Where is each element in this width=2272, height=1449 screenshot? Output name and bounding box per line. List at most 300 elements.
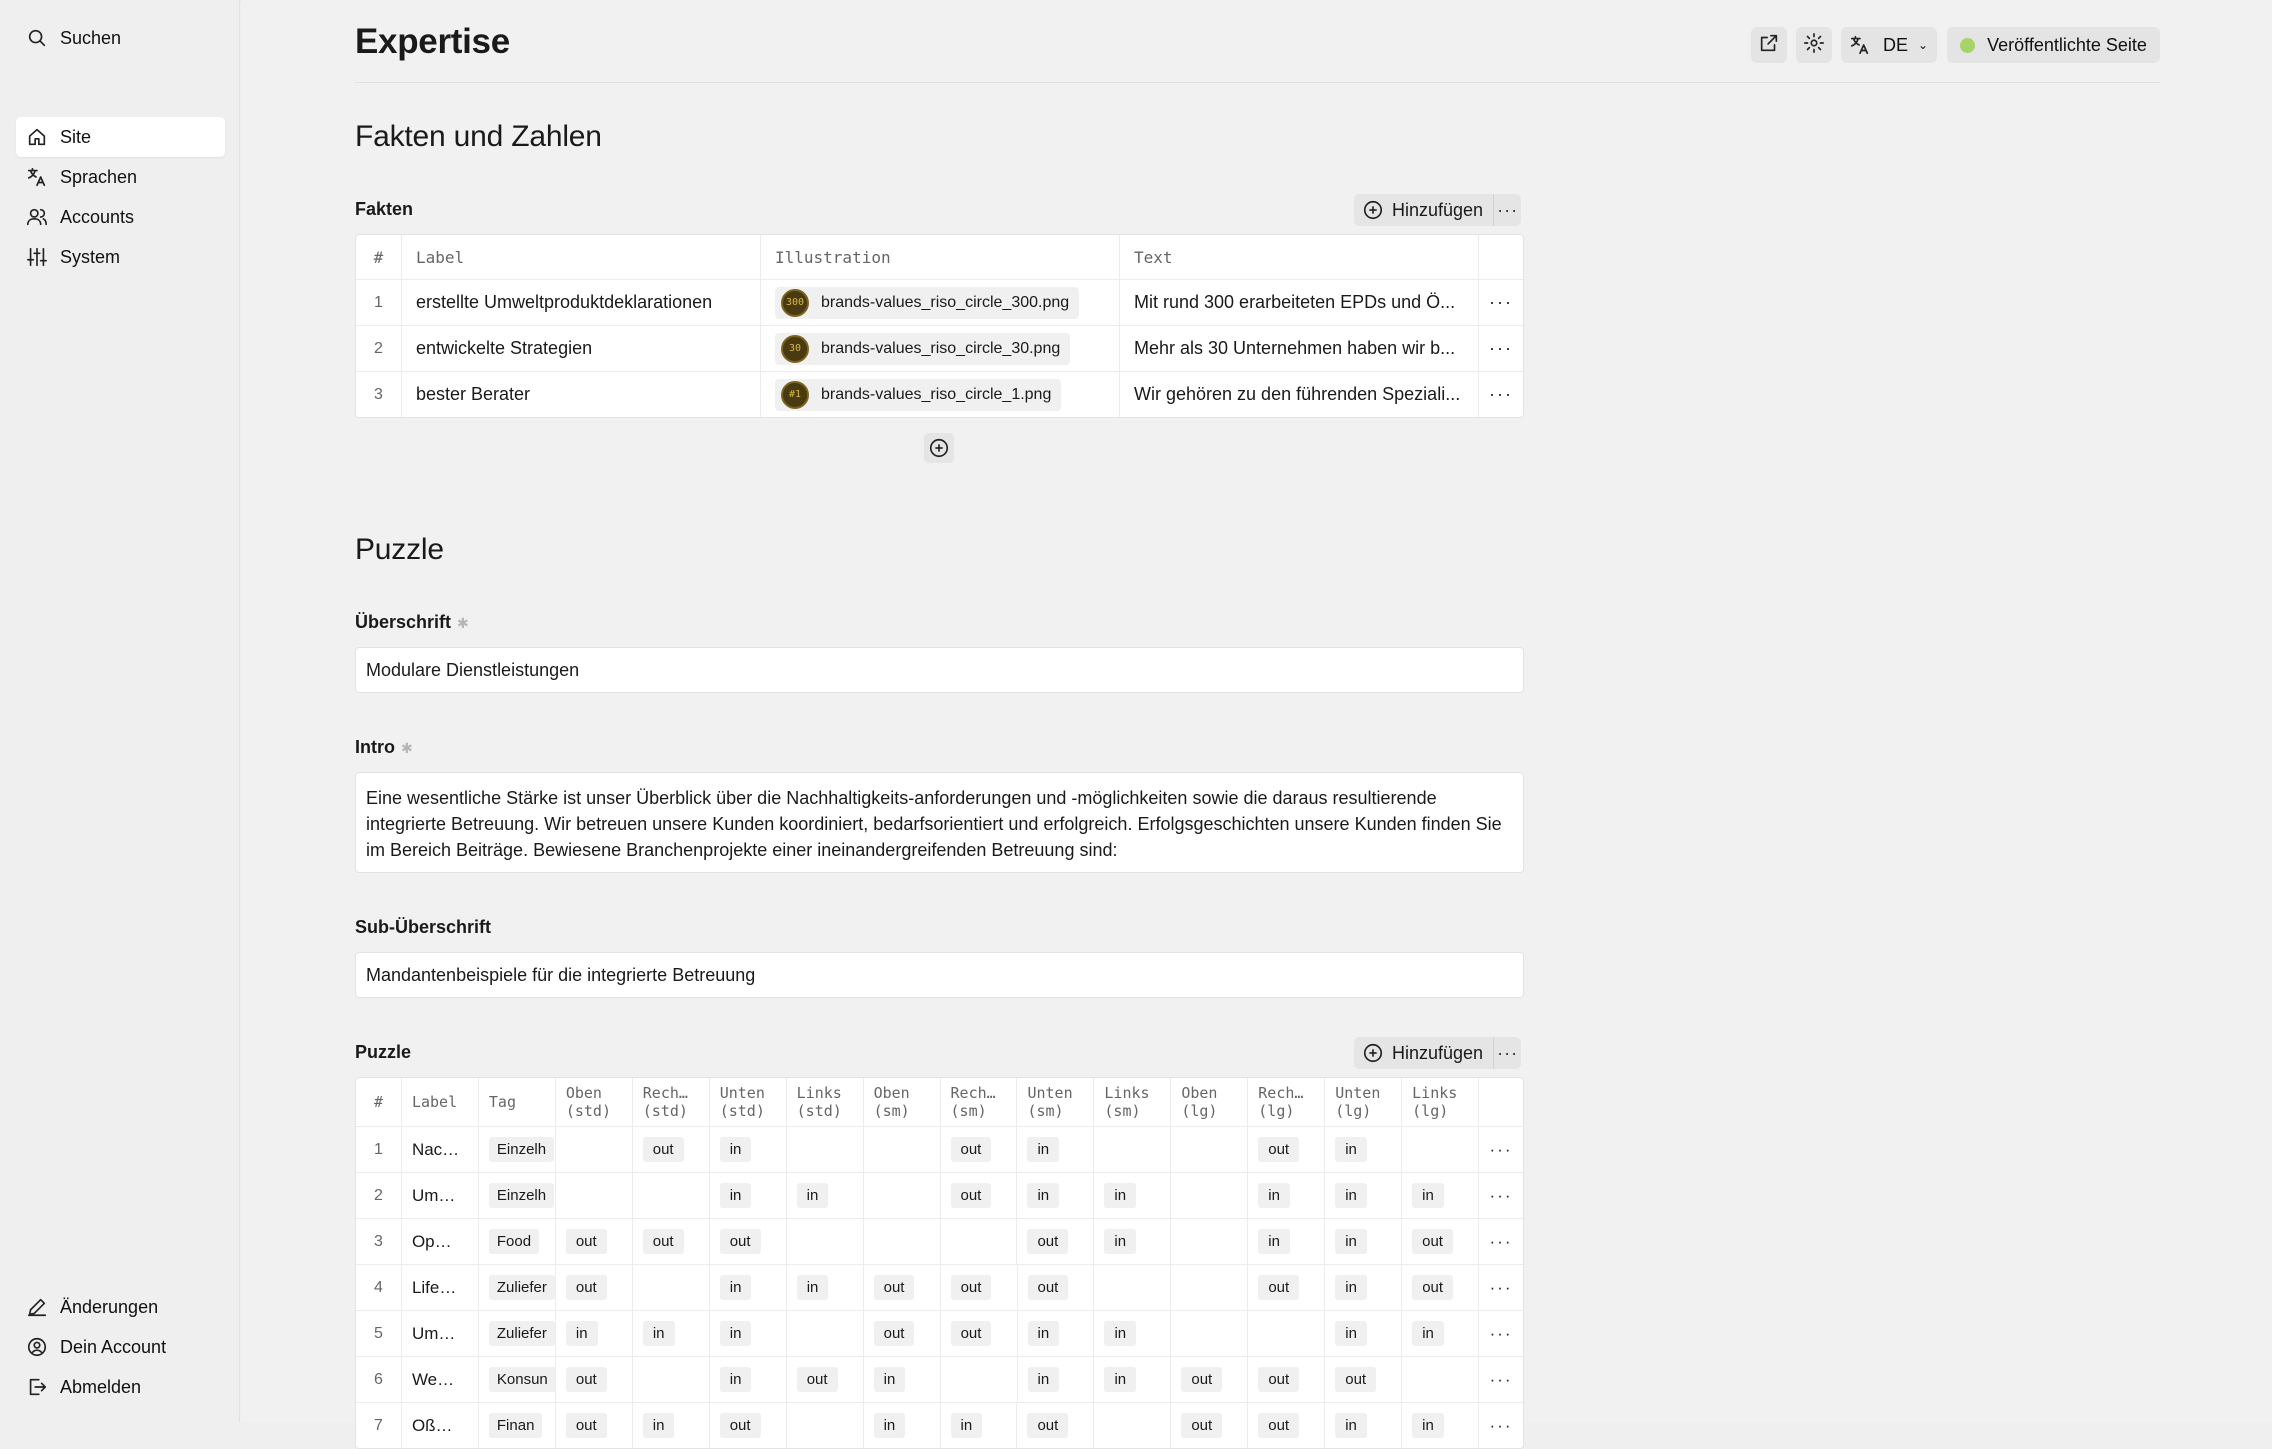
row-position-value	[863, 1403, 940, 1448]
col-header	[1247, 1078, 1324, 1126]
row-position-value	[1324, 1265, 1401, 1310]
col-header	[356, 1078, 401, 1126]
search-label: Suchen	[60, 27, 122, 48]
row-position-value	[1093, 1311, 1170, 1356]
col-header	[632, 1078, 709, 1126]
io-chip: out	[1412, 1275, 1453, 1300]
heading-field-label	[355, 612, 469, 633]
facts-add-button[interactable]	[1354, 194, 1493, 226]
more-icon: ···	[1489, 338, 1513, 358]
row-position-value	[1401, 1219, 1478, 1264]
row-position-value	[786, 1403, 863, 1448]
row-position-value	[1401, 1357, 1478, 1402]
col-header-line1: Links	[796, 1084, 842, 1102]
col-header	[1401, 1078, 1478, 1126]
io-chip: in	[1258, 1183, 1290, 1208]
more-icon: ···	[1489, 1231, 1513, 1251]
io-chip: in	[1027, 1183, 1059, 1208]
col-header-text	[951, 1084, 996, 1120]
row-position-value	[1324, 1219, 1401, 1264]
row-position-value	[555, 1265, 632, 1310]
search-icon	[26, 27, 48, 49]
row-num: 6	[374, 1370, 383, 1388]
col-header-text	[1335, 1084, 1380, 1120]
row-position-value	[632, 1357, 709, 1402]
col-header	[1016, 1078, 1093, 1126]
row-position-value	[1401, 1403, 1478, 1448]
row-position-value	[555, 1219, 632, 1264]
sliders-icon	[26, 246, 48, 268]
io-chip: in	[1104, 1321, 1136, 1346]
io-chip: out	[1181, 1413, 1222, 1438]
heading-input-value: Modulare Dienstleistungen	[366, 659, 580, 680]
tag-chip: Zuliefer	[489, 1275, 555, 1300]
row-text	[1119, 326, 1478, 371]
col-header-line1: Links	[1104, 1084, 1150, 1102]
io-chip: out	[1258, 1275, 1299, 1300]
table-row[interactable]	[356, 1356, 1523, 1402]
row-position-value	[940, 1357, 1017, 1402]
col-header	[786, 1078, 863, 1126]
io-chip: out	[643, 1229, 684, 1254]
sidebar-item-site[interactable]	[16, 117, 225, 157]
col-header-line1: Oben	[565, 1084, 602, 1102]
add-label: Hinzufügen	[1392, 199, 1484, 220]
row-position-value	[1401, 1311, 1478, 1356]
col-header-text	[874, 1084, 910, 1120]
row-position-value	[709, 1265, 786, 1310]
row-position-value	[1170, 1403, 1247, 1448]
io-chip: out	[1258, 1413, 1299, 1438]
col-header-line1: Rech…	[950, 1084, 996, 1102]
more-icon: ···	[1489, 1323, 1513, 1343]
row-position-value	[1017, 1311, 1094, 1356]
row-label: We…	[401, 1357, 478, 1402]
sidebar-item-account[interactable]	[16, 1327, 225, 1367]
io-chip: in	[720, 1275, 752, 1300]
table-header-row	[356, 235, 1523, 279]
table-row[interactable]	[356, 1172, 1523, 1218]
row-position-value	[1247, 1265, 1324, 1310]
col-header-text	[1412, 1084, 1457, 1120]
row-text	[1119, 280, 1478, 325]
heading-field-label-text: Überschrift	[355, 612, 452, 632]
intro-textarea[interactable]	[355, 772, 1524, 873]
row-position-value	[555, 1173, 632, 1218]
col-header-text	[643, 1084, 688, 1120]
io-chip: in	[1335, 1321, 1367, 1346]
col-header	[1324, 1078, 1401, 1126]
row-position-value	[940, 1403, 1017, 1448]
tag-chip: Konsun	[489, 1367, 556, 1392]
row-position-value	[555, 1403, 632, 1448]
facts-more-button[interactable]	[1493, 194, 1521, 226]
col-header-text	[412, 1093, 457, 1111]
more-icon: ···	[1489, 292, 1513, 312]
row-position-value	[1401, 1127, 1478, 1172]
row-text-value: Mehr als 30 Unternehmen haben wir b...	[1134, 338, 1456, 358]
io-chip: in	[1335, 1413, 1367, 1438]
image-filename: brands-values_riso_circle_30.png	[821, 339, 1061, 357]
col-header-num: #	[373, 247, 384, 267]
chevron-down-icon: ⌄	[1918, 38, 1929, 52]
row-position-value	[709, 1173, 786, 1218]
sidebar-item-logout[interactable]	[16, 1367, 225, 1407]
row-position-value	[1017, 1357, 1094, 1402]
io-chip: in	[797, 1275, 829, 1300]
row-position-value	[1324, 1403, 1401, 1448]
more-icon: ···	[1489, 1139, 1513, 1159]
row-position-value	[632, 1127, 709, 1172]
io-chip: in	[951, 1413, 983, 1438]
col-header-line1: Unten	[719, 1084, 765, 1102]
users-icon	[26, 206, 48, 228]
row-tag	[478, 1403, 555, 1448]
io-chip: in	[1412, 1321, 1444, 1346]
table-row[interactable]	[356, 325, 1523, 371]
row-label: Oß…	[401, 1403, 478, 1448]
table-row[interactable]	[356, 1126, 1523, 1172]
row-position-value	[863, 1173, 940, 1218]
image-filename: brands-values_riso_circle_300.png	[821, 293, 1070, 311]
plus-circle-icon	[1362, 199, 1384, 221]
row-position-value	[709, 1357, 786, 1402]
io-chip: in	[797, 1183, 829, 1208]
row-more-button[interactable]	[1478, 1403, 1523, 1448]
row-num: 3	[374, 385, 383, 403]
io-chip: in	[1335, 1183, 1367, 1208]
row-position-value	[940, 1127, 1017, 1172]
io-chip: in	[1258, 1229, 1290, 1254]
row-text	[1119, 372, 1478, 417]
translate-icon	[1849, 34, 1871, 56]
col-header-line1: Unten	[1027, 1084, 1073, 1102]
tag-chip: Zuliefer	[489, 1321, 555, 1346]
row-position-value	[1170, 1173, 1247, 1218]
col-header-text	[566, 1084, 611, 1120]
io-chip: in	[874, 1367, 906, 1392]
table-header-row	[356, 1078, 1523, 1126]
io-chip: in	[1412, 1413, 1444, 1438]
image-thumbnail: 300	[781, 289, 809, 317]
row-position-value	[863, 1311, 940, 1356]
row-position-value	[786, 1265, 863, 1310]
user-circle-icon	[26, 1336, 48, 1358]
row-label: Um…	[401, 1173, 478, 1218]
plus-circle-icon	[1362, 1042, 1384, 1064]
more-icon: ···	[1489, 384, 1513, 404]
row-position-value	[1093, 1403, 1170, 1448]
row-more-button[interactable]	[1478, 1219, 1523, 1264]
io-chip: out	[566, 1229, 607, 1254]
col-header	[1093, 1078, 1170, 1126]
row-position-value	[1017, 1265, 1094, 1310]
required-icon: ✱	[457, 615, 469, 631]
col-header-line2: (std)	[719, 1102, 765, 1120]
row-position-value	[940, 1219, 1017, 1264]
col-header-text	[720, 1084, 765, 1120]
row-position-value	[1170, 1357, 1247, 1402]
external-link-icon	[1758, 32, 1780, 59]
row-position-value	[555, 1127, 632, 1172]
io-chip: out	[643, 1137, 684, 1162]
row-position-value	[632, 1219, 709, 1264]
col-header-line2: (lg)	[1181, 1102, 1218, 1120]
publish-status-button[interactable]	[1947, 27, 2160, 63]
col-header-text	[1258, 1084, 1303, 1120]
tag-chip: Einzelh	[489, 1183, 554, 1208]
row-illustration	[760, 280, 1119, 325]
sidebar-item-label: Änderungen	[60, 1296, 159, 1317]
row-position-value	[1324, 1357, 1401, 1402]
facts-table	[355, 234, 1524, 418]
tag-chip: Food	[489, 1229, 539, 1254]
row-position-value	[1016, 1127, 1093, 1172]
image-chip[interactable]	[775, 379, 1061, 411]
plus-circle-icon	[928, 437, 950, 459]
row-more-button[interactable]	[1478, 372, 1523, 417]
col-header-actions	[1478, 235, 1523, 279]
row-position-value	[1247, 1357, 1324, 1402]
row-label: entwickelte Strategien	[401, 326, 760, 371]
row-position-value	[1093, 1265, 1170, 1310]
col-header	[555, 1078, 632, 1126]
io-chip: in	[1412, 1183, 1444, 1208]
io-chip: out	[874, 1321, 915, 1346]
table-row[interactable]	[356, 1402, 1523, 1448]
row-tag	[478, 1219, 555, 1264]
row-more-button[interactable]	[1478, 1357, 1523, 1402]
io-chip: in	[720, 1321, 752, 1346]
io-chip: in	[643, 1413, 675, 1438]
image-chip[interactable]	[775, 287, 1079, 319]
row-num: 4	[374, 1278, 383, 1296]
row-num: 7	[374, 1416, 383, 1434]
io-chip: out	[1258, 1367, 1299, 1392]
open-external-button[interactable]	[1751, 27, 1787, 63]
col-header-text	[1027, 1084, 1072, 1120]
puzzle-more-button[interactable]	[1493, 1037, 1521, 1069]
status-label: Veröffentlichte Seite	[1987, 34, 2147, 55]
row-position-value	[1016, 1173, 1093, 1218]
row-position-value	[1324, 1311, 1401, 1356]
row-position-value	[632, 1173, 709, 1218]
row-position-value	[1016, 1403, 1093, 1448]
more-icon: ···	[1489, 1415, 1513, 1435]
row-more-button[interactable]	[1478, 1265, 1523, 1310]
add-row-button[interactable]	[924, 433, 954, 463]
row-position-value	[863, 1265, 940, 1310]
image-chip[interactable]	[775, 333, 1070, 365]
row-label: erstellte Umweltproduktdeklarationen	[401, 280, 760, 325]
col-header-text	[797, 1084, 842, 1120]
puzzle-add-button-group	[1354, 1037, 1521, 1069]
io-chip: in	[874, 1413, 906, 1438]
puzzle-heading: Puzzle	[355, 533, 444, 566]
row-position-value	[709, 1403, 786, 1448]
row-tag	[478, 1127, 555, 1172]
col-header-line2: (std)	[796, 1102, 842, 1120]
row-position-value	[1401, 1173, 1478, 1218]
row-num: 3	[374, 1232, 383, 1250]
io-chip: in	[1028, 1321, 1060, 1346]
io-chip: out	[720, 1413, 761, 1438]
sidebar-item-changes[interactable]	[16, 1287, 225, 1327]
row-position-value	[709, 1311, 786, 1356]
sub-heading-input-value: Mandantenbeispiele für die integrierte Betreuung	[366, 964, 756, 985]
row-position-value	[1401, 1265, 1478, 1310]
row-position-value	[786, 1127, 863, 1172]
table-row[interactable]	[356, 1310, 1523, 1356]
row-position-value	[1093, 1127, 1170, 1172]
tag-chip: Einzelh	[489, 1137, 554, 1162]
row-num: 1	[374, 293, 383, 311]
col-header-line2: (sm)	[1027, 1102, 1064, 1120]
sub-heading-input[interactable]	[355, 952, 1524, 998]
io-chip: out	[566, 1275, 607, 1300]
table-row[interactable]	[356, 1264, 1523, 1310]
io-chip: out	[1335, 1367, 1376, 1392]
facts-label: Fakten	[355, 199, 414, 219]
intro-textarea-value: Eine wesentliche Stärke ist unser Überblick über die Nachhaltigkeits-anforderungen und -möglichkeiten sowie die daraus resultierende integrierte Betreuung. Wir betreuen unsere Kunden koordiniert, bedarfsorientiert und erfolgreich. Erfolgsgeschichten unsere Kunden finden Sie im Bereich Beiträge. Bewiesene Branchenprojekte einer ineinandergreifenden Betreuung sind:	[366, 788, 1502, 860]
io-chip: in	[720, 1367, 752, 1392]
row-position-value	[786, 1219, 863, 1264]
image-filename: brands-values_riso_circle_1.png	[821, 385, 1052, 403]
row-position-value	[1170, 1127, 1247, 1172]
row-position-value	[940, 1311, 1017, 1356]
row-tag	[478, 1265, 555, 1310]
required-icon: ✱	[401, 740, 413, 756]
row-more-button[interactable]	[1478, 1127, 1523, 1172]
io-chip: out	[951, 1137, 992, 1162]
io-chip: in	[1104, 1229, 1136, 1254]
row-position-value	[1093, 1357, 1170, 1402]
row-position-value	[555, 1357, 632, 1402]
sidebar-item-label: System	[60, 246, 121, 267]
table-row[interactable]	[356, 1218, 1523, 1264]
logout-icon	[26, 1376, 48, 1398]
row-position-value	[1247, 1127, 1324, 1172]
status-dot-icon	[1960, 38, 1975, 53]
io-chip: out	[951, 1321, 992, 1346]
col-header-line1: Tag	[488, 1093, 516, 1111]
col-header-line2: (lg)	[1258, 1102, 1295, 1120]
io-chip: in	[1028, 1367, 1060, 1392]
intro-field-label	[355, 737, 413, 758]
facts-heading: Fakten und Zahlen	[355, 120, 602, 153]
io-chip: out	[951, 1275, 992, 1300]
row-position-value	[632, 1403, 709, 1448]
row-more-button[interactable]	[1478, 280, 1523, 325]
table-row[interactable]	[356, 279, 1523, 325]
io-chip: out	[797, 1367, 838, 1392]
language-value: DE	[1883, 34, 1909, 55]
row-num: 1	[374, 1140, 383, 1158]
io-chip: in	[1335, 1275, 1367, 1300]
io-chip: in	[1104, 1183, 1136, 1208]
col-header-line2: (lg)	[1335, 1102, 1372, 1120]
translate-icon	[26, 166, 48, 188]
row-position-value	[940, 1265, 1017, 1310]
table-row[interactable]	[356, 371, 1523, 417]
more-icon: ···	[1489, 1277, 1513, 1297]
row-illustration	[760, 326, 1119, 371]
row-position-value	[1170, 1265, 1247, 1310]
row-text-value: Wir gehören zu den führenden Speziali...	[1134, 384, 1461, 404]
io-chip: in	[720, 1183, 752, 1208]
col-header-line1: Links	[1412, 1084, 1458, 1102]
gear-icon	[1803, 32, 1825, 59]
col-header-line1: Oben	[1181, 1084, 1218, 1102]
row-tag	[478, 1357, 555, 1402]
more-icon: ···	[1497, 199, 1519, 220]
puzzle-table-label: Puzzle	[355, 1042, 412, 1062]
row-num: 2	[374, 339, 383, 357]
intro-field-label-text: Intro	[355, 737, 395, 757]
row-position-value	[1247, 1311, 1324, 1356]
heading-input[interactable]	[355, 647, 1524, 693]
language-select[interactable]	[1841, 27, 1937, 63]
col-header-label: Label	[401, 235, 760, 279]
sidebar-item-accounts[interactable]	[16, 197, 225, 237]
row-position-value	[709, 1219, 786, 1264]
puzzle-add-button[interactable]	[1354, 1037, 1493, 1069]
io-chip: out	[874, 1275, 915, 1300]
page-title: Expertise	[355, 22, 510, 61]
col-header	[1170, 1078, 1247, 1126]
sidebar-item-system[interactable]	[16, 237, 225, 277]
facts-add-button-group	[1354, 194, 1521, 226]
col-header-line1: #	[373, 1093, 383, 1111]
io-chip: out	[1181, 1367, 1222, 1392]
row-more-button[interactable]	[1478, 1173, 1523, 1218]
col-header-line2: (std)	[642, 1102, 688, 1120]
col-header-text	[1181, 1084, 1217, 1120]
col-header-illustration: Illustration	[760, 235, 1119, 279]
row-label: Um…	[401, 1311, 478, 1356]
main-content	[241, 0, 2272, 1435]
settings-button[interactable]	[1796, 27, 1832, 63]
row-more-button[interactable]	[1478, 326, 1523, 371]
io-chip: in	[643, 1321, 675, 1346]
row-label: Op…	[401, 1219, 478, 1264]
add-label: Hinzufügen	[1392, 1042, 1484, 1063]
io-chip: out	[1027, 1229, 1068, 1254]
row-illustration	[760, 372, 1119, 417]
more-icon: ···	[1489, 1185, 1513, 1205]
row-position-value	[1324, 1173, 1401, 1218]
row-more-button[interactable]	[1478, 1311, 1523, 1356]
row-position-value	[863, 1219, 940, 1264]
row-position-value	[632, 1265, 709, 1310]
sidebar-item-sprachen[interactable]	[16, 157, 225, 197]
row-tag	[478, 1173, 555, 1218]
row-tag	[478, 1311, 555, 1356]
row-position-value	[940, 1173, 1017, 1218]
search-button[interactable]	[16, 18, 225, 58]
col-header-text: Text	[1119, 235, 1478, 279]
io-chip: out	[566, 1413, 607, 1438]
row-position-value	[1247, 1219, 1324, 1264]
sidebar-item-label: Site	[60, 126, 92, 147]
puzzle-table	[355, 1077, 1524, 1449]
row-position-value	[1170, 1311, 1247, 1356]
io-chip: in	[1027, 1137, 1059, 1162]
io-chip: in	[720, 1137, 752, 1162]
row-num: 2	[374, 1186, 383, 1204]
io-chip: out	[1028, 1275, 1069, 1300]
col-header-line1: Label	[411, 1093, 458, 1111]
